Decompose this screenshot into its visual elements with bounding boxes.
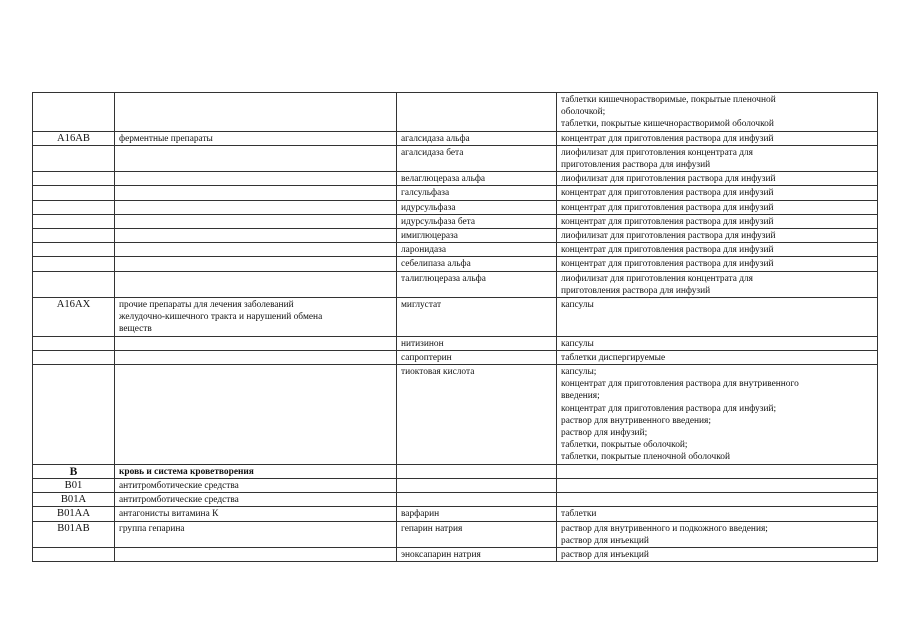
atc-code-cell (33, 547, 115, 561)
group-name-cell (115, 172, 397, 186)
dosage-form-cell: таблетки (557, 507, 878, 521)
table-row (33, 478, 878, 492)
group-name-cell: антитромботические средства (115, 493, 397, 507)
atc-code-cell: B (33, 464, 115, 478)
atc-code-cell (33, 229, 115, 243)
group-name-cell: ферментные препараты (115, 131, 397, 145)
table-row (33, 186, 878, 200)
dosage-form-cell: лиофилизат для приготовления концентрата для приготовления раствора для инфузий (557, 271, 878, 297)
table-row (33, 214, 878, 228)
table-row (33, 131, 878, 145)
table-row (33, 229, 878, 243)
table-row (33, 547, 878, 561)
atc-code-cell (33, 350, 115, 364)
group-name-cell (115, 186, 397, 200)
drug-name-cell: идурсульфаза бета (397, 214, 557, 228)
dosage-form-cell: концентрат для приготовления раствора для инфузий (557, 257, 878, 271)
atc-code-cell (33, 186, 115, 200)
dosage-form-cell: лиофилизат для приготовления концентрата для приготовления раствора для инфузий (557, 145, 878, 171)
table-row (33, 507, 878, 521)
dosage-form-cell: лиофилизат для приготовления раствора для инфузий (557, 172, 878, 186)
atc-code-cell: B01AA (33, 507, 115, 521)
group-name-cell: кровь и система кроветворения (115, 464, 397, 478)
group-name-cell (115, 200, 397, 214)
drug-name-cell: варфарин (397, 507, 557, 521)
drug-name-cell: ларонидаза (397, 243, 557, 257)
table-row (33, 521, 878, 547)
group-name-cell (115, 145, 397, 171)
dosage-form-cell: концентрат для приготовления раствора для инфузий (557, 186, 878, 200)
atc-code-cell (33, 243, 115, 257)
dosage-form-cell: концентрат для приготовления раствора для инфузий (557, 214, 878, 228)
drug-name-cell (397, 478, 557, 492)
atc-code-cell (33, 145, 115, 171)
drug-name-cell: имиглюцераза (397, 229, 557, 243)
dosage-form-cell: лиофилизат для приготовления раствора для инфузий (557, 229, 878, 243)
atc-code-cell (33, 93, 115, 132)
table-row (33, 93, 878, 132)
group-name-cell (115, 243, 397, 257)
drug-name-cell (397, 93, 557, 132)
atc-code-cell (33, 200, 115, 214)
document-page (32, 92, 877, 562)
atc-code-cell (33, 214, 115, 228)
drug-name-cell: гепарин натрия (397, 521, 557, 547)
atc-code-cell (33, 271, 115, 297)
table-row (33, 350, 878, 364)
dosage-form-cell: концентрат для приготовления раствора для инфузий (557, 131, 878, 145)
drug-name-cell (397, 464, 557, 478)
dosage-form-cell: таблетки диспергируемые (557, 350, 878, 364)
group-name-cell (115, 214, 397, 228)
group-name-cell (115, 365, 397, 465)
atc-code-cell (33, 257, 115, 271)
drug-name-cell: тиоктовая кислота (397, 365, 557, 465)
atc-code-cell (33, 172, 115, 186)
drug-name-cell: себелипаза альфа (397, 257, 557, 271)
dosage-form-cell: таблетки кишечнорастворимые, покрытые пленочной оболочкой; таблетки, покрытые кишечнорастворимой оболочкой (557, 93, 878, 132)
atc-code-cell (33, 365, 115, 465)
group-name-cell (115, 547, 397, 561)
drug-name-cell: нитизинон (397, 336, 557, 350)
dosage-form-cell (557, 478, 878, 492)
atc-code-cell (33, 336, 115, 350)
drug-name-cell: агалсидаза альфа (397, 131, 557, 145)
table-row (33, 257, 878, 271)
dosage-form-cell (557, 493, 878, 507)
table-row (33, 493, 878, 507)
table-row (33, 298, 878, 337)
drug-table (32, 92, 878, 562)
group-name-cell (115, 229, 397, 243)
table-row (33, 464, 878, 478)
group-name-cell (115, 271, 397, 297)
table-row (33, 200, 878, 214)
group-name-cell: антитромботические средства (115, 478, 397, 492)
dosage-form-cell: раствор для инъекций (557, 547, 878, 561)
table-row (33, 271, 878, 297)
dosage-form-cell: капсулы; концентрат для приготовления раствора для внутривенного введения; концентрат для приготовления раствора для инфузий; раствор для внутривенного введения; раствор для инфузий; таблетки, покрытые оболочкой; таблетки, покрытые пленочной оболочкой (557, 365, 878, 465)
drug-name-cell: эноксапарин натрия (397, 547, 557, 561)
atc-code-cell: B01 (33, 478, 115, 492)
atc-code-cell: A16AB (33, 131, 115, 145)
table-row (33, 145, 878, 171)
table-row (33, 172, 878, 186)
group-name-cell: антагонисты витамина К (115, 507, 397, 521)
table-row (33, 365, 878, 465)
drug-table-body (33, 93, 878, 562)
atc-code-cell: B01AB (33, 521, 115, 547)
group-name-cell: прочие препараты для лечения заболеваний желудочно-кишечного тракта и нарушений обмена веществ (115, 298, 397, 337)
drug-name-cell: агалсидаза бета (397, 145, 557, 171)
dosage-form-cell (557, 464, 878, 478)
drug-name-cell: сапроптерин (397, 350, 557, 364)
dosage-form-cell: капсулы (557, 298, 878, 337)
atc-code-cell: B01A (33, 493, 115, 507)
group-name-cell (115, 350, 397, 364)
group-name-cell (115, 257, 397, 271)
drug-name-cell (397, 493, 557, 507)
drug-name-cell: миглустат (397, 298, 557, 337)
drug-name-cell: талиглюцераза альфа (397, 271, 557, 297)
table-row (33, 243, 878, 257)
dosage-form-cell: раствор для внутривенного и подкожного введения; раствор для инъекций (557, 521, 878, 547)
dosage-form-cell: капсулы (557, 336, 878, 350)
table-row (33, 336, 878, 350)
atc-code-cell: A16AX (33, 298, 115, 337)
dosage-form-cell: концентрат для приготовления раствора для инфузий (557, 200, 878, 214)
drug-name-cell: велаглюцераза альфа (397, 172, 557, 186)
drug-name-cell: идурсульфаза (397, 200, 557, 214)
group-name-cell: группа гепарина (115, 521, 397, 547)
group-name-cell (115, 93, 397, 132)
drug-name-cell: галсульфаза (397, 186, 557, 200)
group-name-cell (115, 336, 397, 350)
dosage-form-cell: концентрат для приготовления раствора для инфузий (557, 243, 878, 257)
